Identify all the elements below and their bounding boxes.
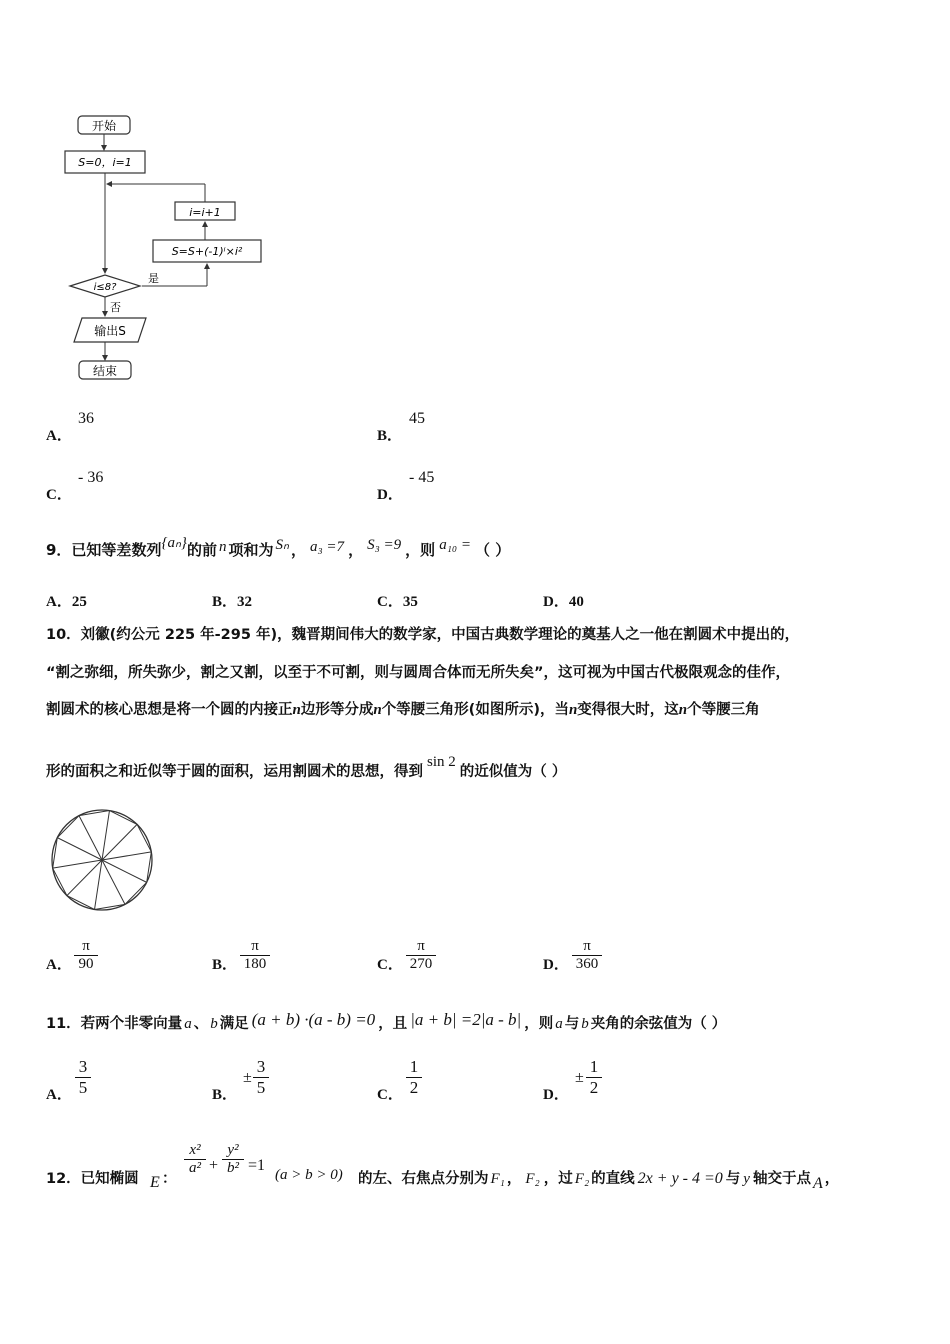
- q9-c1: ，: [290, 541, 306, 559]
- flow-yes-label: 是: [148, 272, 159, 285]
- flow-condition-label: i≤8?: [93, 282, 117, 293]
- radius-line: [79, 816, 102, 860]
- flow-init-label: S=0，i=1: [78, 156, 132, 169]
- q9-stem: [46, 535, 511, 560]
- q9-prefix: 9．已知等差数列: [46, 541, 162, 559]
- q10-sin: sin 2: [427, 754, 456, 770]
- q10-option-b-frac: π 180: [240, 938, 270, 973]
- q9-t1: 的前: [186, 541, 217, 559]
- q12-eq: =1: [248, 1157, 266, 1174]
- q12-E: E: [150, 1174, 160, 1191]
- q10-option-a-frac: π 90: [74, 938, 98, 973]
- q12-colon: ：: [162, 1171, 177, 1187]
- q11-option-d-sign: ±: [575, 1069, 584, 1086]
- q9-t2: 项和为: [228, 541, 274, 559]
- q11-option-d-frac: 1 2: [586, 1057, 602, 1098]
- q10-option-c-label: C．: [377, 957, 403, 973]
- flow-end-label: 结束: [92, 364, 118, 378]
- q9-option-c: C．35: [377, 594, 418, 610]
- radius-line: [95, 860, 102, 909]
- q10-line4: 形的面积之和近似等于圆的面积，运用割圆术的思想，得到sin 2的近似值为（ ）: [46, 754, 567, 780]
- q9-c2: ，: [348, 541, 364, 559]
- q8-option-b-label: B．: [377, 428, 403, 444]
- q11-eq2: |a + b| =2|a - b|: [410, 1010, 522, 1029]
- q11-option-c-label: C．: [377, 1087, 403, 1103]
- flow-output-label: 输出S: [94, 324, 126, 338]
- q11-option-b-frac: 3 5: [253, 1057, 269, 1098]
- q11-option-b-sign: ±: [243, 1069, 252, 1086]
- q9-s3: S₃ =9: [367, 537, 402, 553]
- q12-plus: +: [209, 1157, 219, 1174]
- q12-yfrac: y² b²: [222, 1142, 244, 1177]
- q10-option-c-frac: π 270: [406, 938, 436, 973]
- q12-prefix: 12．已知椭圆: [46, 1171, 139, 1187]
- q9-seq: {aₙ}: [161, 535, 187, 551]
- q10-option-d-frac: π 360: [572, 938, 602, 973]
- flow-update-label: S=S+(-1)ⁱ×i²: [171, 245, 243, 258]
- q9-sn: Sₙ: [275, 537, 289, 553]
- q12-cond: (a > b > 0): [275, 1167, 343, 1183]
- q11-stem: 11．若两个非零向量 a 、 b 满足 (a + b) ·(a - b) =0 ，且 |a + b| =2|a - b| ，则 a 与 b 夹角的余弦值为（ ）: [46, 1010, 727, 1032]
- q10-option-a-label: A．: [46, 957, 72, 973]
- q12-rest: 的左、右焦点分别为 F₁ ， F₂ ，过 F₂ 的直线 2x + y - 4 =0 与 y 轴交于点 A ，: [358, 1170, 840, 1192]
- radius-line: [102, 860, 125, 904]
- q11-option-c-frac: 1 2: [406, 1057, 422, 1098]
- q11-option-b-label: B．: [212, 1087, 238, 1103]
- q9-option-a: A．25: [46, 594, 87, 610]
- q8-option-d-label: D．: [377, 487, 403, 503]
- q9-a3: a₃ =7: [309, 539, 345, 555]
- radius-line: [57, 838, 102, 860]
- q10-option-b-label: B．: [212, 957, 238, 973]
- q9-t3: ，则: [405, 541, 436, 559]
- q11-option-a-label: A．: [46, 1087, 72, 1103]
- flow-no-label: 否: [110, 301, 121, 314]
- q8-option-a-value: 36: [78, 410, 94, 427]
- q10-option-d-label: D．: [543, 957, 569, 973]
- q12-xfrac: x² a²: [184, 1142, 206, 1177]
- flowchart: [60, 110, 280, 390]
- q10-line1: 10．刘徽(约公元 225 年-295 年)，魏晋期间伟大的数学家，中国古典数学理论的奠基人之一他在割圆术中提出的，: [46, 627, 800, 643]
- radius-line: [102, 811, 109, 860]
- q8-option-b-value: 45: [409, 410, 425, 427]
- q10-line2: “割之弥细，所失弥少，割之又割，以至于不可割，则与圆周合体而无所失矣”，这可视为中国古代极限观念的佳作，: [46, 665, 791, 681]
- q11-option-d-label: D．: [543, 1087, 569, 1103]
- q8-option-c-label: C．: [46, 487, 72, 503]
- flow-increment-label: i=i+1: [189, 206, 221, 219]
- radius-line: [102, 860, 147, 882]
- q8-option-c-value: - 36: [78, 469, 104, 486]
- q9-option-b: B．32: [212, 594, 253, 610]
- q9-paren: （ ）: [475, 541, 511, 559]
- q8-option-d-value: - 45: [409, 469, 435, 486]
- q8-option-a-label: A．: [46, 428, 72, 444]
- inscribed-polygon-figure: [44, 806, 160, 914]
- q11-eq1: (a + b) ·(a - b) =0: [251, 1010, 376, 1029]
- q11-option-a-frac: 3 5: [75, 1057, 91, 1098]
- q9-option-d: D．40: [543, 594, 584, 610]
- flow-start-label: 开始: [91, 119, 117, 133]
- q10-line3: 割圆术的核心思想是将一个圆的内接正n边形等分成n个等腰三角形(如图所示)，当n变得很大时，这n个等腰三角: [46, 702, 760, 718]
- q9-a10: a₁₀ =: [439, 537, 471, 553]
- q9-n: n: [218, 539, 227, 555]
